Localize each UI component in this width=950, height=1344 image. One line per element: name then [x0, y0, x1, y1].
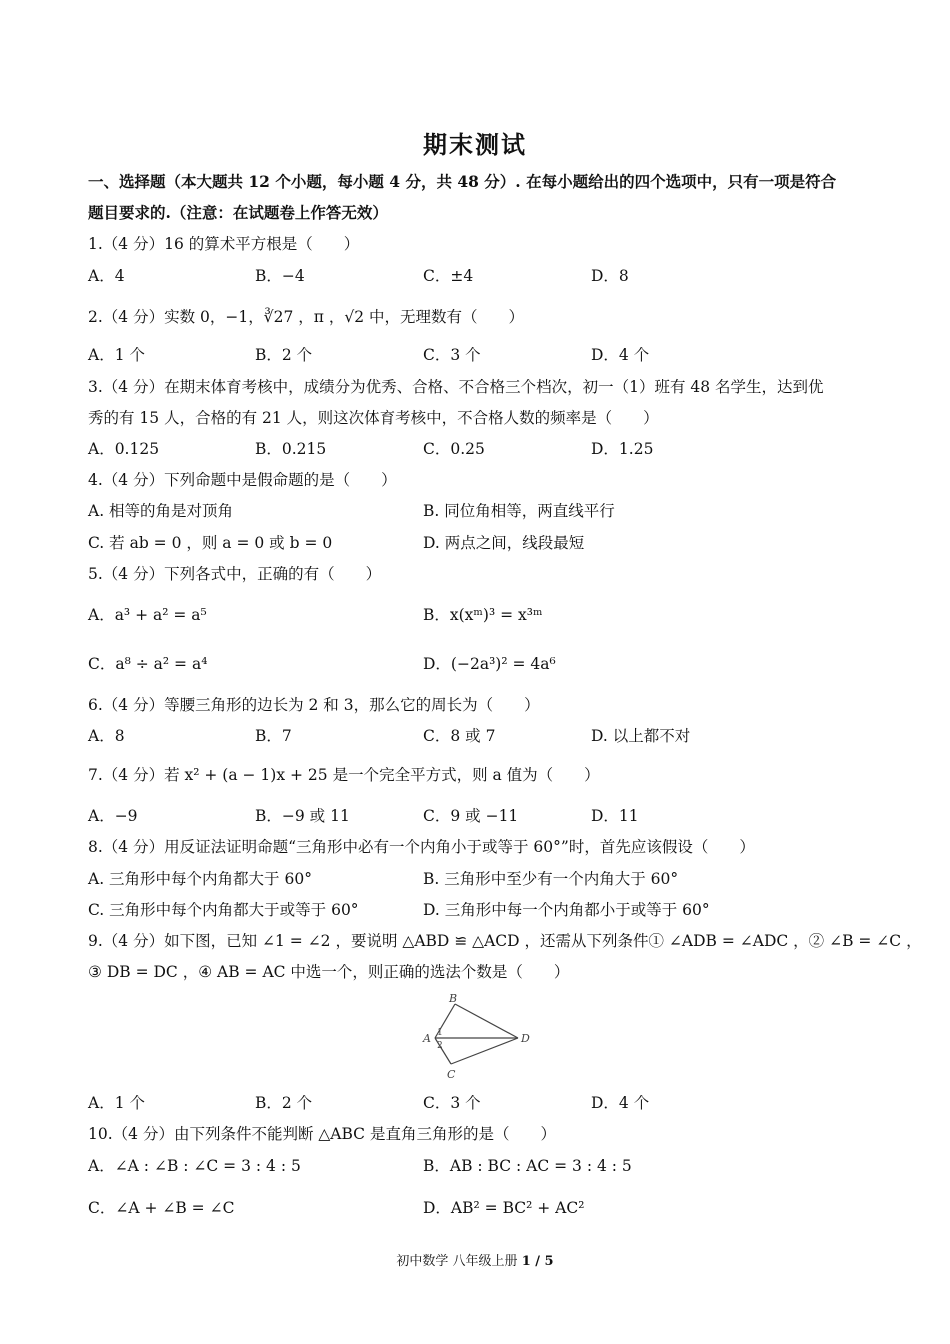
question-2-option-b: B．2 个	[255, 346, 313, 364]
question-2-option-d: D．4 个	[591, 346, 650, 364]
question-8-option-d: D. 三角形中每一个内角都小于或等于 60°	[423, 901, 710, 919]
question-5-option-d: D．(−2a³)² = 4a⁶	[423, 655, 556, 673]
question-2-option-a: A．1 个	[88, 346, 145, 364]
question-4-option-c: C. 若 ab = 0 ，则 a = 0 或 b = 0	[88, 534, 333, 552]
triangle-figure	[413, 992, 543, 1080]
question-3-option-d: D．1.25	[591, 440, 654, 458]
question-4-option-a: A. 相等的角是对顶角	[88, 502, 234, 520]
question-1-option-b: B．−4	[255, 267, 305, 285]
question-8-option-b: B. 三角形中至少有一个内角大于 60°	[423, 870, 679, 888]
question-6-stem: 6.（4 分）等腰三角形的边长为 2 和 3，那么它的周长为（ ）	[88, 696, 540, 714]
question-5-stem: 5.（4 分）下列各式中，正确的有（ ）	[88, 565, 382, 583]
question-8-option-a: A. 三角形中每个内角都大于 60°	[88, 870, 312, 888]
page-title: 期末测试	[423, 130, 527, 159]
label-angle-2: 2	[437, 1041, 443, 1051]
question-3-option-b: B．0.215	[255, 440, 327, 458]
question-8-stem: 8.（4 分）用反证法证明命题“三角形中必有一个内角小于或等于 60°”时，首先应该假设（ ）	[88, 838, 755, 856]
question-9-stem-line1: 9.（4 分）如下图，已知 ∠1 = ∠2 ，要说明 △ABD ≌ △ACD ，还需从下列条件① ∠ADB = ∠ADC ，② ∠B = ∠C ，	[88, 932, 922, 950]
label-c: C	[447, 1068, 456, 1080]
question-3-option-c: C．0.25	[423, 440, 485, 458]
label-angle-1: 1	[437, 1028, 443, 1038]
question-7-option-d: D．11	[591, 807, 639, 825]
question-5-option-b: B．x(xᵐ)³ = x³ᵐ	[423, 606, 543, 624]
question-7-option-a: A．−9	[88, 807, 138, 825]
question-8-option-c: C. 三角形中每个内角都大于或等于 60°	[88, 901, 359, 919]
question-10-option-c: C．∠A + ∠B = ∠C	[88, 1199, 235, 1217]
question-1-stem: 1.（4 分）16 的算术平方根是（ ）	[88, 235, 360, 253]
question-2-stem: 2.（4 分）实数 0，−1，∛27 ，π ，√2 中，无理数有（ ）	[88, 308, 525, 326]
segment-bd	[455, 1004, 518, 1038]
question-1-option-c: C．±4	[423, 267, 474, 285]
question-5-option-a: A．a³ + a² = a⁵	[88, 606, 207, 624]
question-10-stem: 10.（4 分）由下列条件不能判断 △ABC 是直角三角形的是（ ）	[88, 1125, 556, 1143]
question-7-option-c: C．9 或 −11	[423, 807, 519, 825]
question-10-option-a: A．∠A : ∠B : ∠C = 3 : 4 : 5	[88, 1157, 301, 1175]
question-9-option-a: A．1 个	[88, 1094, 145, 1112]
question-6-option-d: D. 以上都不对	[591, 727, 691, 745]
section-instruction-line2: 题目要求的.（注意：在试题卷上作答无效）	[88, 203, 388, 222]
footer-text: 初中数学 八年级上册	[396, 1254, 518, 1269]
question-6-option-b: B．7	[255, 727, 292, 745]
question-5-option-c: C．a⁸ ÷ a² = a⁴	[88, 655, 208, 673]
section-instruction-line1: 一、选择题（本大题共 12 个小题，每小题 4 分，共 48 分）. 在每小题给出的四个选项中，只有一项是符合	[88, 172, 837, 191]
question-3-stem-line2: 秀的有 15 人，合格的有 21 人，则这次体育考核中，不合格人数的频率是（ ）	[88, 409, 659, 427]
page-number: 1 / 5	[521, 1254, 554, 1269]
question-7-stem: 7.（4 分）若 x² + (a − 1)x + 25 是一个完全平方式，则 a 值为（ ）	[88, 766, 600, 784]
question-10-option-d: D．AB² = BC² + AC²	[423, 1199, 585, 1217]
label-d: D	[521, 1032, 530, 1045]
question-9-option-c: C．3 个	[423, 1094, 481, 1112]
question-2-option-c: C．3 个	[423, 346, 481, 364]
question-6-option-c: C．8 或 7	[423, 727, 496, 745]
question-10-option-b: B．AB : BC : AC = 3 : 4 : 5	[423, 1157, 632, 1175]
question-7-option-b: B．−9 或 11	[255, 807, 350, 825]
label-b: B	[449, 992, 458, 1005]
question-9-option-d: D．4 个	[591, 1094, 650, 1112]
question-1-option-d: D．8	[591, 267, 629, 285]
question-4-option-b: B. 同位角相等，两直线平行	[423, 502, 615, 520]
page-footer	[0, 1250, 950, 1269]
question-3-stem-line1: 3.（4 分）在期末体育考核中，成绩分为优秀、合格、不合格三个档次，初一（1）班有 48 名学生，达到优	[88, 378, 824, 396]
question-9-stem-line2: ③ DB = DC ，④ AB = AC 中选一个，则正确的选法个数是（ ）	[88, 963, 570, 981]
question-4-stem: 4.（4 分）下列命题中是假命题的是（ ）	[88, 471, 397, 489]
question-9-option-b: B．2 个	[255, 1094, 313, 1112]
question-3-option-a: A．0.125	[88, 440, 160, 458]
segment-cd	[451, 1038, 518, 1064]
question-4-option-d: D. 两点之间，线段最短	[423, 534, 585, 552]
question-1-option-a: A．4	[88, 267, 125, 285]
label-a: A	[423, 1032, 431, 1045]
question-6-option-a: A．8	[88, 727, 125, 745]
